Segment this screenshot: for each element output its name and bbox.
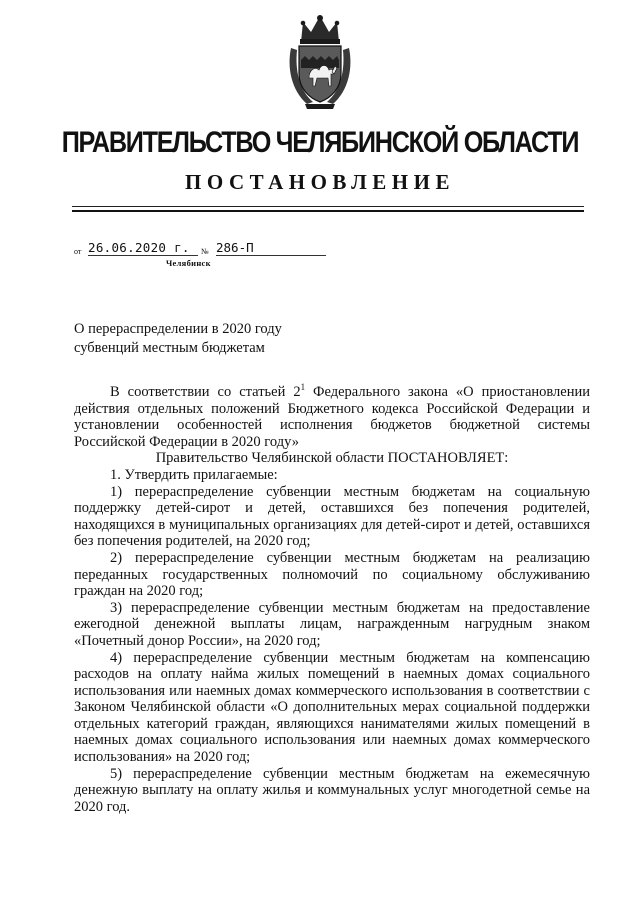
list-item: 4) перераспределение субвенции местным бюджетам на компенсацию расходов на оплату найма жилых помещений в наемных домах социального использования или наемных домах коммерческого использования в соответствии с Законом Челябинской области «О дополнительных мерах социальной поддержки отдельных категорий граждан, являющихся нанимателями жилых помещений в наемных домах социального использования или наемных домах коммерческого использования» на 2020 год;: [74, 649, 590, 766]
list-item: 1) перераспределение субвенции местным бюджетам на социальную поддержку детей-сирот и детей, оставшихся без попечения родителей, находящихся в муниципальных организациях для детей-сирот и детей, оставшихся без попечения родителей, на 2020 год;: [74, 483, 590, 550]
document-date: 26.06.2020 г.: [88, 240, 198, 256]
header-divider-thick: [72, 210, 584, 212]
date-prefix-label: от: [74, 247, 82, 256]
list-item: 5) перераспределение субвенции местным бюджетам на ежемесячную денежную выплату на оплату жилья и коммунальных услуг многодетной семье на 2020 год.: [74, 765, 590, 815]
coat-of-arms-icon: [287, 12, 353, 110]
subject-line: О перераспределении в 2020 году: [74, 321, 282, 337]
government-title: ПРАВИТЕЛЬСТВО ЧЕЛЯБИНСКОЙ ОБЛАСТИ: [61, 126, 579, 159]
document-subject: [74, 320, 374, 358]
subject-line: субвенций местным бюджетам: [74, 340, 265, 356]
header-divider: [72, 206, 584, 207]
resolution-statement: Правительство Челябинской области ПОСТАНОВЛЯЕТ:: [155, 450, 509, 467]
number-prefix-label: №: [201, 247, 209, 256]
list-item: 1. Утвердить прилагаемые:: [110, 466, 278, 483]
document-body: [74, 384, 590, 815]
city-name: Челябинск: [166, 258, 211, 268]
list-item: 3) перераспределение субвенции местным бюджетам на предоставление ежегодной денежной выплаты лицам, награжденным нагрудным знаком «Почетный донор России», на 2020 год;: [74, 599, 590, 649]
document-type-title: ПОСТАНОВЛЕНИЕ: [185, 170, 455, 194]
list-item: 2) перераспределение субвенции местным бюджетам на реализацию переданных государственных полномочий по социальному обслуживанию граждан на 2020 год;: [74, 549, 590, 600]
intro-paragraph: В соответствии со статьей $2^1$ Федерального закона «О приостановлении действия отдельных положений Бюджетного кодекса Российской Федерации и установлении особенностей исполнения бюджетов бюджетной системы Российской Федерации в 2020 году»: [74, 382, 590, 450]
document-number: 286-П: [216, 240, 326, 256]
